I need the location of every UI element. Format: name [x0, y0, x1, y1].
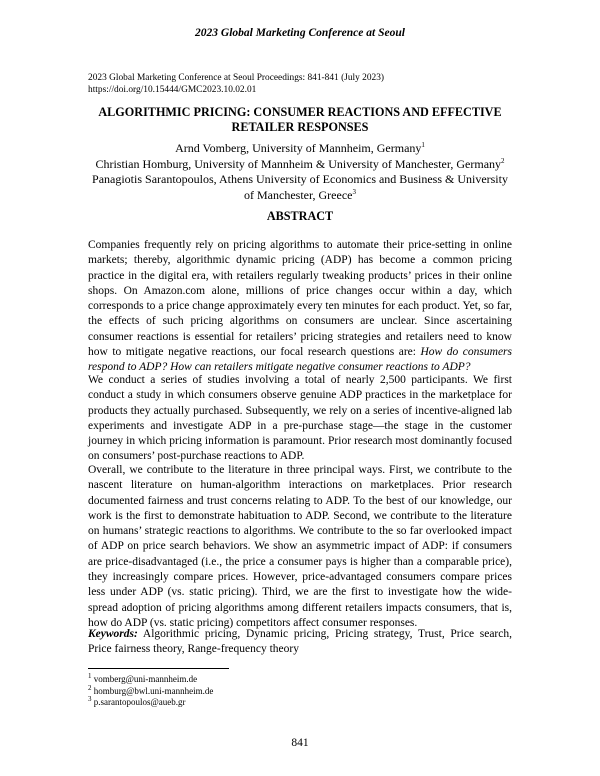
page-number: 841 [291, 737, 309, 749]
author-affiliation: Christian Homburg, University of Mannheim & University of Manchester, Germany [95, 156, 502, 171]
author-line [88, 172, 512, 203]
proceedings-info [88, 72, 384, 96]
author-affiliation: Arnd Vomberg, University of Mannheim, Germany [175, 141, 422, 155]
footnote [88, 683, 214, 698]
footnote-email[interactable]: homburg@bwl.uni-mannheim.de [91, 685, 214, 696]
keywords-label: Keywords: [88, 628, 138, 640]
abstract-paragraph: Overall, we contribute to the literature in three principal ways. First, we contribute to the nascent literature on human-algorithm interactions on marketplaces. Prior research documented fairness and trust concerns relating to ADP. To the best of our knowledge, our work is the first to demonstrate habituation to ADP. Second, we contribute to the literature on humans’ strategic reactions to algorithms. We contribute to the so far overlooked impact of ADP on price search behaviors. We show an asymmetric impact of ADP: if consumers are price-disadvantaged (i.e., the price a consumer pays is higher than a comparable price), they increasingly compare prices. However, price-advantaged consumers compare prices less under ADP (vs. static pricing). Third, we are the first to investigate how the wide-spread adoption of pricing algorithms among different retailers impacts consumers, that is, how do ADP (vs. static pricing) competitors affect consumer responses. [88, 464, 512, 629]
footnote-marker: 3 [352, 187, 356, 196]
footnote [88, 674, 213, 686]
footnote-email[interactable]: vomberg@uni-mannheim.de [91, 674, 198, 684]
footnote-marker: 3 [88, 695, 92, 703]
footnote-marker: 2 [501, 156, 505, 165]
abstract-heading: ABSTRACT [266, 209, 334, 223]
abstract-paragraph: We conduct a series of studies involving a total of nearly 2,500 participants. We first conduct a study in which consumers observe genuine ADP practices in the marketplace for products they actually purchased. Subsequently, we rely on a series of incentive-aligned lab experiments and investigate ADP in a pre-purchase stage—the stage in the customer journey in which pricing information is paramount. Prior research most dominantly focused on consumers’ post-purchase reactions to ADP. [88, 374, 512, 463]
footnotes [88, 674, 213, 709]
keywords-paragraph [88, 627, 512, 658]
author-list [88, 141, 512, 203]
footnote-divider [88, 668, 229, 669]
abstract-paragraph [88, 238, 512, 376]
author-line [88, 157, 512, 173]
footnote-marker: 1 [421, 141, 425, 149]
footnote-marker: 1 [88, 672, 92, 680]
proceedings-citation: 2023 Global Marketing Conference at Seoul Proceedings: 841-841 (July 2023) [88, 73, 385, 83]
research-questions: How do consumers respond to ADP? How can retailers mitigate negative consumer reactions to ADP? [88, 346, 513, 374]
paper-title: ALGORITHMIC PRICING: CONSUMER REACTIONS AND EFFECTIVE RETAILER RESPONSES [98, 105, 502, 134]
paragraph-text: Companies frequently rely on pricing algorithms to automate their price-setting in online markets; thereby, algorithmic dynamic pricing (ADP) has become a common pricing practice in the digital era, with retailers regularly tweaking products’ prices in their online shops. On Amazon.com alone, millions of price changes occur within a day, which corresponds to a price change approximately every ten minutes for each product. Yet, so far, the effects of such pricing algorithms on consumers are unclear. Since ascertaining consumer reactions is essential for retailers’ pricing strategies and retailers need to know how to mitigate negative reactions, our focal research questions are: [88, 239, 512, 359]
author-line [88, 141, 512, 157]
running-head: 2023 Global Marketing Conference at Seoul [195, 27, 405, 39]
footnote-email[interactable]: p.sarantopoulos@aueb.gr [91, 697, 186, 707]
author-affiliation: Panagiotis Sarantopoulos, Athens University of Economics and Business & University of Manchester, Greece [92, 172, 508, 202]
footnote [88, 697, 213, 709]
keywords-list: Algorithmic pricing, Dynamic pricing, Pricing strategy, Trust, Price search, Price fairness theory, Range-frequency theory [88, 628, 512, 656]
doi-link[interactable]: https://doi.org/10.15444/GMC2023.10.02.01 [88, 85, 257, 95]
footnote-marker: 2 [88, 683, 92, 692]
